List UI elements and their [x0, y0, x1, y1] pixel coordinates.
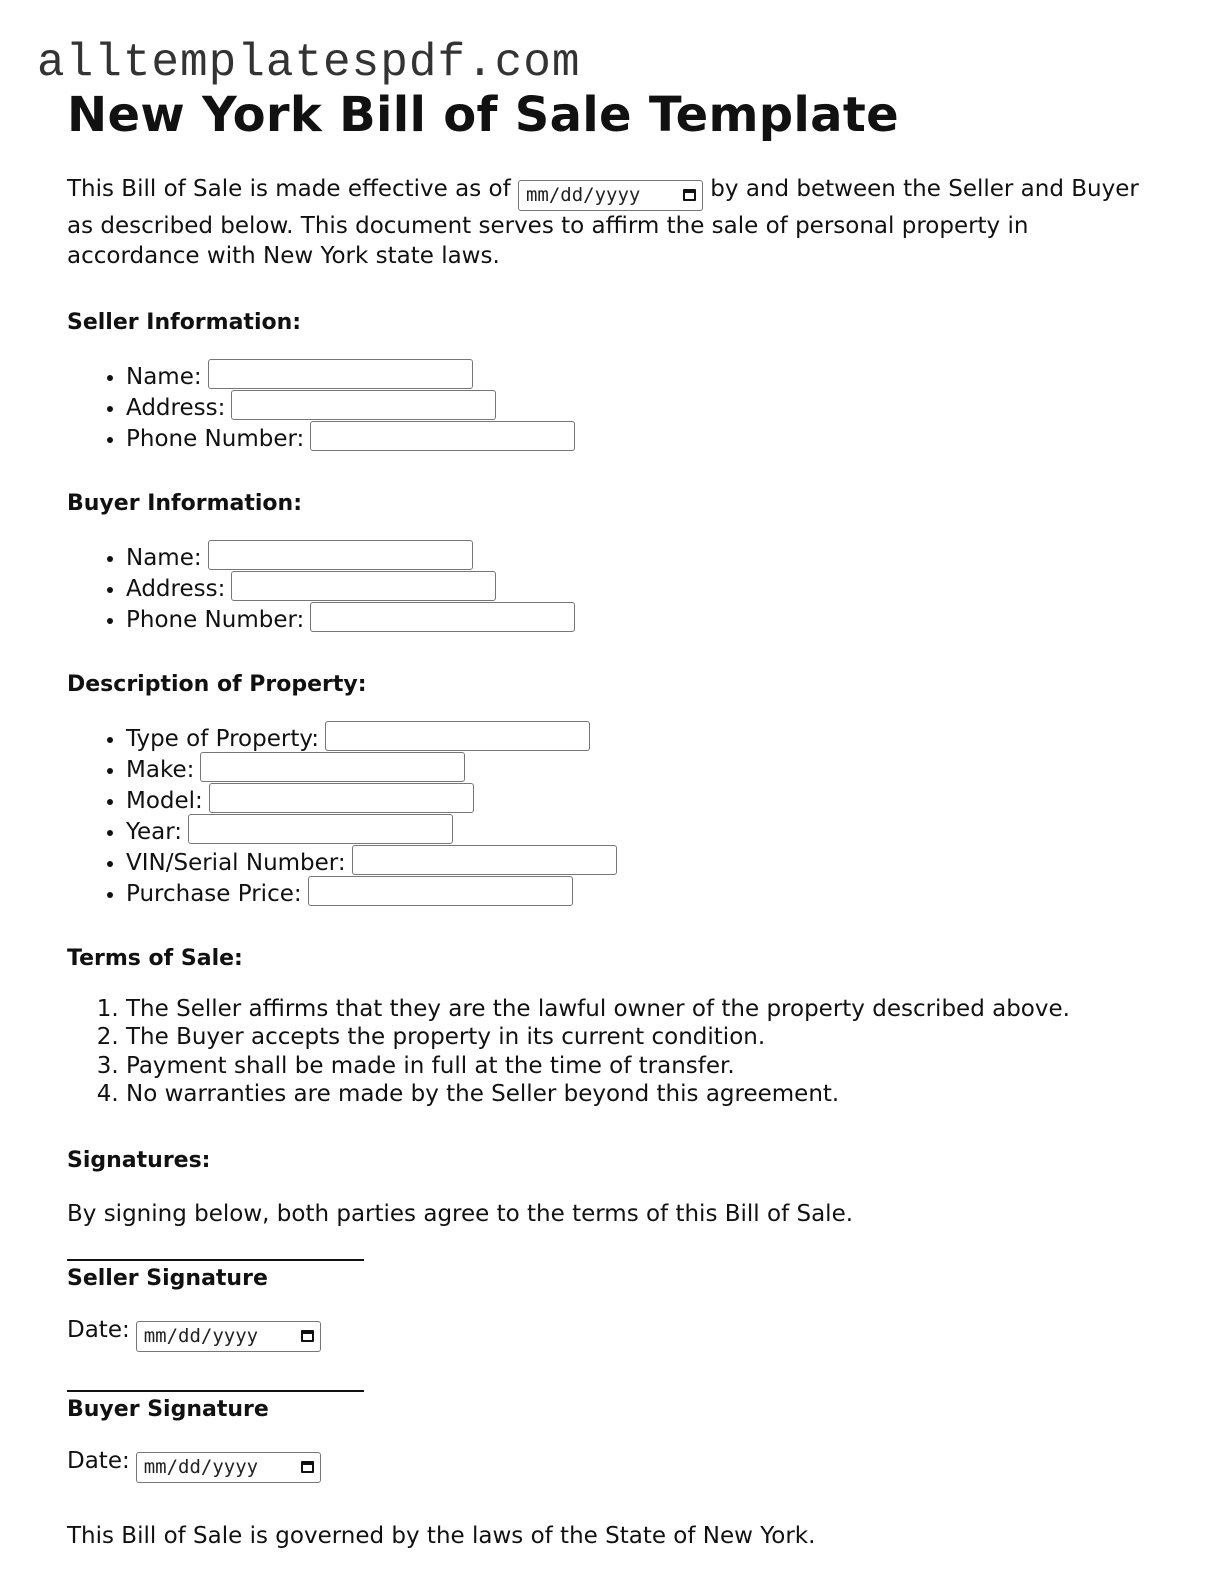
field-label: VIN/Serial Number: — [126, 849, 346, 876]
intro-text-before: This Bill of Sale is made effective as of — [67, 176, 511, 202]
date-placeholder: mm/dd/yyyy — [143, 1324, 259, 1347]
governing-law-text: This Bill of Sale is governed by the laws of the State of New York. — [67, 1522, 816, 1549]
field-label: Name: — [126, 363, 202, 390]
field-label: Phone Number: — [126, 606, 305, 633]
date-label: Date: — [67, 1316, 130, 1343]
date-placeholder: mm/dd/yyyy — [143, 1455, 259, 1478]
property-heading: Description of Property: — [67, 671, 367, 697]
calendar-icon[interactable] — [301, 1461, 314, 1473]
calendar-icon[interactable] — [301, 1330, 314, 1342]
seller-address-input[interactable] — [231, 390, 496, 420]
field-label: Type of Property: — [126, 725, 320, 752]
terms-list — [67, 995, 1167, 1109]
list-item — [126, 783, 1167, 814]
buyer-heading: Buyer Information: — [67, 490, 302, 516]
vin-serial-input[interactable] — [352, 845, 617, 875]
seller-phone-input[interactable] — [310, 421, 575, 451]
seller-date-input[interactable] — [136, 1321, 321, 1352]
list-item — [126, 602, 1167, 633]
list-item: 1. The Seller affirms that they are the lawful owner of the property described above. — [126, 995, 1167, 1024]
list-item — [126, 421, 1167, 452]
field-label: Make: — [126, 756, 195, 783]
buyer-address-input[interactable] — [231, 571, 496, 601]
list-item — [126, 876, 1167, 907]
signatures-heading: Signatures: — [67, 1147, 211, 1173]
property-fields — [67, 721, 1167, 907]
list-item: 3. Payment shall be made in full at the time of transfer. — [126, 1052, 1167, 1081]
list-item: 4. No warranties are made by the Seller beyond this agreement. — [126, 1080, 1167, 1109]
list-item — [126, 845, 1167, 876]
list-item — [126, 721, 1167, 752]
make-input[interactable] — [200, 752, 465, 782]
field-label: Year: — [126, 818, 183, 845]
date-placeholder: mm/dd/yyyy — [525, 184, 641, 206]
effective-date-input[interactable] — [518, 180, 703, 211]
seller-heading: Seller Information: — [67, 309, 302, 335]
seller-date-row — [67, 1315, 1167, 1352]
seller-fields — [67, 359, 1167, 452]
list-item — [126, 390, 1167, 421]
year-input[interactable] — [188, 814, 453, 844]
buyer-fields — [67, 540, 1167, 633]
field-label: Model: — [126, 787, 203, 814]
field-label: Purchase Price: — [126, 880, 302, 907]
purchase-price-input[interactable] — [308, 876, 573, 906]
seller-name-input[interactable] — [208, 359, 473, 389]
field-label: Address: — [126, 394, 226, 421]
property-type-input[interactable] — [325, 721, 590, 751]
date-label: Date: — [67, 1447, 130, 1474]
seller-signature-line[interactable] — [67, 1259, 364, 1261]
seller-signature-label: Seller Signature — [67, 1265, 268, 1291]
list-item: 2. The Buyer accepts the property in its current condition. — [126, 1023, 1167, 1052]
buyer-date-row — [67, 1446, 1167, 1483]
page-title: New York Bill of Sale Template — [67, 87, 899, 143]
document-body — [67, 86, 1167, 1574]
model-input[interactable] — [209, 783, 474, 813]
terms-heading: Terms of Sale: — [67, 945, 243, 971]
intro-text-after: by and between the Seller and Buyer as described below. This document serves to affirm the sale of personal property in accordance with New York state laws. — [67, 176, 1139, 269]
buyer-date-input[interactable] — [136, 1452, 321, 1483]
list-item — [126, 814, 1167, 845]
list-item — [126, 571, 1167, 602]
field-label: Name: — [126, 544, 202, 571]
buyer-signature-label: Buyer Signature — [67, 1396, 269, 1422]
buyer-name-input[interactable] — [208, 540, 473, 570]
intro-paragraph — [67, 174, 1157, 271]
field-label: Address: — [126, 575, 226, 602]
list-item — [126, 359, 1167, 390]
signatures-text: By signing below, both parties agree to the terms of this Bill of Sale. — [67, 1200, 854, 1227]
site-watermark: alltemplatespdf.com — [37, 37, 581, 89]
list-item — [126, 540, 1167, 571]
buyer-phone-input[interactable] — [310, 602, 575, 632]
list-item — [126, 752, 1167, 783]
calendar-icon[interactable] — [683, 189, 696, 201]
buyer-signature-line[interactable] — [67, 1390, 364, 1392]
field-label: Phone Number: — [126, 425, 305, 452]
